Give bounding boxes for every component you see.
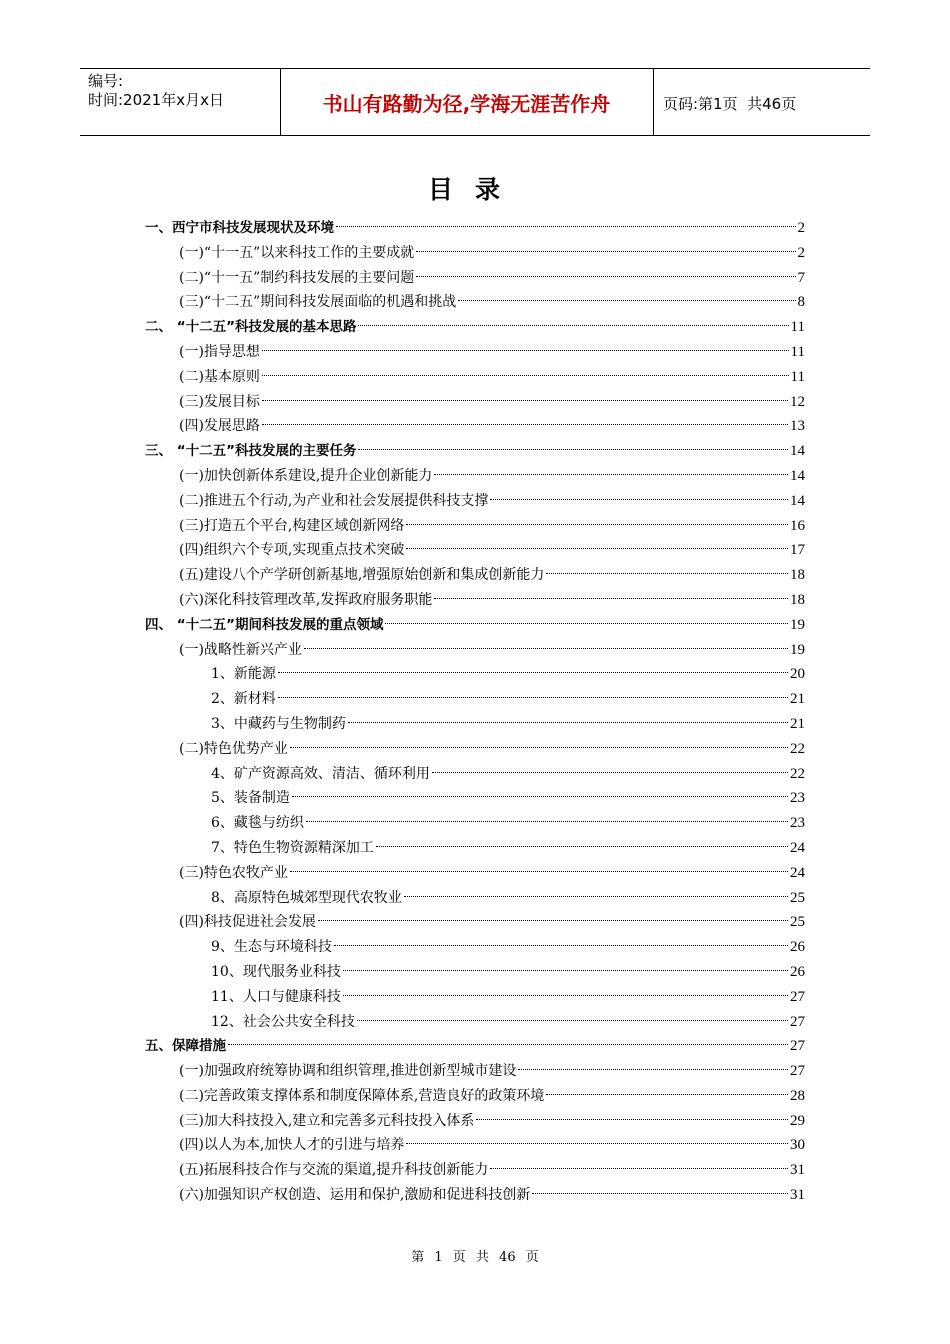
toc-leader-dots <box>546 1094 788 1095</box>
toc-entry-label: (三)发展目标 <box>179 393 260 410</box>
toc-entry[interactable] <box>145 836 805 861</box>
toc-entry[interactable] <box>145 737 805 762</box>
toc-entry-label: (六)深化科技管理改革,发挥政府服务职能 <box>179 591 433 608</box>
toc-entry-label: 一、西宁市科技发展现状及环境 <box>145 220 334 236</box>
toc-leader-dots <box>292 796 788 797</box>
toc-leader-dots <box>376 846 788 847</box>
toc-leader-dots <box>262 424 788 425</box>
toc-leader-dots <box>343 970 788 971</box>
toc-entry[interactable] <box>145 1109 805 1134</box>
toc-leader-dots <box>476 1119 788 1120</box>
toc-entry-label: (一)加快创新体系建设,提升企业创新能力 <box>179 467 433 484</box>
toc-entry-label: (四)组织六个专项,实现重点技术突破 <box>179 542 405 559</box>
toc-entry-page: 18 <box>790 567 805 584</box>
toc-entry-label: (四)以人为本,加快人才的引进与培养 <box>179 1137 405 1154</box>
toc-entry[interactable] <box>145 216 805 241</box>
toc-entry-page: 2 <box>797 244 805 261</box>
header-divider <box>653 69 654 135</box>
toc-entry-page: 11 <box>790 343 805 360</box>
toc-entry-label: 10、现代服务业科技 <box>211 963 341 980</box>
toc-entry-label: 1、新能源 <box>211 666 276 683</box>
toc-leader-dots <box>318 920 788 921</box>
toc-leader-dots <box>304 648 788 649</box>
toc-entry-label: (六)加强知识产权创造、运用和保护,激励和促进科技创新 <box>179 1187 531 1204</box>
toc-leader-dots <box>358 449 788 450</box>
toc-entry[interactable] <box>145 489 805 514</box>
page-title: 目录 <box>427 175 522 204</box>
toc-entry[interactable] <box>145 1158 805 1183</box>
toc-entry-page: 20 <box>790 666 805 683</box>
toc-entry-label: (五)建设八个产学研创新基地,增强原始创新和集成创新能力 <box>179 567 545 584</box>
toc-entry[interactable] <box>145 662 805 687</box>
toc-entry-label: (四)科技促进社会发展 <box>179 914 316 931</box>
toc-entry[interactable] <box>145 266 805 291</box>
toc-entry-page: 17 <box>790 542 805 559</box>
page-footer: 第 1 页 共 46 页 <box>411 1250 539 1265</box>
header-page-info: 页码:第1页 共46页 <box>663 95 797 113</box>
toc-entry[interactable] <box>145 241 805 266</box>
toc-leader-dots <box>546 573 788 574</box>
toc-leader-dots <box>262 350 789 351</box>
toc-entry[interactable] <box>145 414 805 439</box>
toc-entry-label: (三)“十二五”期间科技发展面临的机遇和挑战 <box>179 294 457 311</box>
toc-entry-page: 26 <box>790 939 805 956</box>
toc-leader-dots <box>416 251 795 252</box>
toc-entry[interactable] <box>145 786 805 811</box>
toc-entry[interactable] <box>145 588 805 613</box>
toc-entry[interactable] <box>145 886 805 911</box>
toc-entry[interactable] <box>145 613 805 638</box>
toc-entry[interactable] <box>145 390 805 415</box>
toc-entry-label: (一)指导思想 <box>179 343 260 360</box>
toc-leader-dots <box>404 896 788 897</box>
toc-entry[interactable] <box>145 315 805 340</box>
toc-entry-page: 14 <box>790 443 805 460</box>
toc-entry-page: 18 <box>790 591 805 608</box>
toc-entry[interactable] <box>145 290 805 315</box>
header-meta <box>88 72 224 110</box>
toc-entry-page: 14 <box>790 492 805 509</box>
toc-entry[interactable] <box>145 638 805 663</box>
toc-leader-dots <box>406 548 788 549</box>
toc-entry-page: 24 <box>790 839 805 856</box>
toc-leader-dots <box>357 1020 788 1021</box>
toc-leader-dots <box>334 945 788 946</box>
toc-entry[interactable] <box>145 464 805 489</box>
toc-entry-label: 12、社会公共安全科技 <box>211 1013 355 1030</box>
toc-entry-page: 26 <box>790 963 805 980</box>
toc-entry[interactable] <box>145 340 805 365</box>
toc-entry[interactable] <box>145 1133 805 1158</box>
toc-entry-page: 14 <box>790 467 805 484</box>
toc-entry-label: 五、保障措施 <box>145 1038 226 1055</box>
toc-entry-label: 8、高原特色城郊型现代农牧业 <box>211 889 402 906</box>
toc-entry[interactable] <box>145 960 805 985</box>
toc-leader-dots <box>458 300 795 301</box>
toc-leader-dots <box>306 821 788 822</box>
toc-entry-label: (二)基本原则 <box>179 368 260 385</box>
toc-entry-label: 6、藏毯与纺织 <box>211 815 304 832</box>
toc-entry-page: 27 <box>790 988 805 1005</box>
toc-entry[interactable] <box>145 762 805 787</box>
toc-entry-label: 4、矿产资源高效、清洁、循环利用 <box>211 765 430 782</box>
toc-leader-dots <box>336 226 796 227</box>
toc-entry-page: 29 <box>790 1112 805 1129</box>
toc-entry-page: 23 <box>790 815 805 832</box>
toc-entry-label: (三)打造五个平台,构建区域创新网络 <box>179 517 405 534</box>
toc-entry-page: 27 <box>790 1013 805 1030</box>
toc-entry[interactable] <box>145 985 805 1010</box>
toc-entry-page: 21 <box>790 691 805 708</box>
toc-entry-page: 21 <box>790 715 805 732</box>
toc-leader-dots <box>262 400 788 401</box>
toc-entry[interactable] <box>145 1084 805 1109</box>
toc-entry[interactable] <box>145 1059 805 1084</box>
toc-leader-dots <box>290 871 788 872</box>
toc-entry-page: 2 <box>797 220 805 236</box>
toc-leader-dots <box>406 1143 788 1144</box>
toc-entry-label: (一)战略性新兴产业 <box>179 641 302 658</box>
toc-entry-page: 8 <box>797 294 805 311</box>
toc-entry-label: 四、 “十二五”期间科技发展的重点领域 <box>145 616 384 633</box>
toc-entry-label: (二)特色优势产业 <box>179 740 288 757</box>
toc-entry[interactable] <box>145 563 805 588</box>
toc-leader-dots <box>490 1168 788 1169</box>
toc-entry-page: 31 <box>790 1162 805 1179</box>
toc-entry[interactable] <box>145 538 805 563</box>
toc-entry-page: 27 <box>790 1038 805 1055</box>
toc-leader-dots <box>228 1044 788 1045</box>
header-motto: 书山有路勤为径,学海无涯苦作舟 <box>322 91 611 116</box>
toc-entry-page: 27 <box>790 1063 805 1080</box>
toc-entry-label: (三)特色农牧产业 <box>179 864 288 881</box>
document-date-label: 时间:2021年x月x日 <box>88 91 224 109</box>
toc-leader-dots <box>278 697 788 698</box>
toc-entry-page: 25 <box>790 914 805 931</box>
toc-entry-page: 7 <box>797 269 805 286</box>
toc-leader-dots <box>290 747 788 748</box>
toc-entry-label: 9、生态与环境科技 <box>211 939 332 956</box>
toc-leader-dots <box>490 499 788 500</box>
toc-entry[interactable] <box>145 439 805 464</box>
toc-entry-page: 22 <box>790 765 805 782</box>
toc-entry-label: (二)推进五个行动,为产业和社会发展提供科技支撑 <box>179 492 489 509</box>
toc-entry-label: (一)“十一五”以来科技工作的主要成就 <box>179 244 415 261</box>
toc-entry-page: 11 <box>790 368 805 385</box>
toc-entry[interactable] <box>145 910 805 935</box>
document-number-label: 编号: <box>88 72 124 90</box>
toc-entry[interactable] <box>145 811 805 836</box>
toc-entry[interactable] <box>145 712 805 737</box>
toc-entry-page: 19 <box>790 616 805 633</box>
toc-leader-dots <box>432 772 788 773</box>
toc-entry-label: (三)加大科技投入,建立和完善多元科技投入体系 <box>179 1112 475 1129</box>
toc-entry-label: 三、 “十二五”科技发展的主要任务 <box>145 443 357 460</box>
toc-entry-page: 24 <box>790 864 805 881</box>
toc-entry-page: 11 <box>790 319 805 336</box>
toc-entry-label: 11、人口与健康科技 <box>211 988 341 1005</box>
toc-entry[interactable] <box>145 514 805 539</box>
toc-leader-dots <box>358 325 788 326</box>
toc-entry-label: (二)“十一五”制约科技发展的主要问题 <box>179 269 415 286</box>
toc-entry[interactable] <box>145 1183 805 1208</box>
toc-entry-label: 2、新材料 <box>211 691 276 708</box>
toc-entry[interactable] <box>145 1034 805 1059</box>
toc-leader-dots <box>278 672 788 673</box>
toc-entry-page: 12 <box>790 393 805 410</box>
toc-entry[interactable] <box>145 935 805 960</box>
toc-entry-label: 3、中藏药与生物制药 <box>211 715 346 732</box>
page-header <box>80 68 870 136</box>
toc-entry[interactable] <box>145 861 805 886</box>
toc-entry-page: 16 <box>790 517 805 534</box>
toc-entry[interactable] <box>145 687 805 712</box>
toc-entry-label: (二)完善政策支撑体系和制度保障体系,营造良好的政策环境 <box>179 1087 545 1104</box>
toc-entry[interactable] <box>145 1010 805 1035</box>
toc-entry-label: (一)加强政府统筹协调和组织管理,推进创新型城市建设 <box>179 1063 517 1080</box>
toc-leader-dots <box>434 474 788 475</box>
toc-leader-dots <box>416 276 795 277</box>
toc-entry-page: 13 <box>790 418 805 435</box>
toc-entry-page: 19 <box>790 641 805 658</box>
toc-leader-dots <box>343 995 788 996</box>
toc-leader-dots <box>348 722 788 723</box>
toc-entry-page: 22 <box>790 740 805 757</box>
toc-leader-dots <box>532 1193 788 1194</box>
toc-leader-dots <box>518 1069 788 1070</box>
toc-entry-label: (五)拓展科技合作与交流的渠道,提升科技创新能力 <box>179 1162 489 1179</box>
toc-entry-page: 25 <box>790 889 805 906</box>
toc-entry-page: 30 <box>790 1137 805 1154</box>
toc-entry-page: 31 <box>790 1187 805 1204</box>
toc-leader-dots <box>385 623 788 624</box>
toc-entry-page: 28 <box>790 1087 805 1104</box>
toc-entry-label: 二、 “十二五”科技发展的基本思路 <box>145 319 357 336</box>
toc-entry-label: 7、特色生物资源精深加工 <box>211 839 374 856</box>
toc-entry-label: 5、装备制造 <box>211 790 290 807</box>
toc-leader-dots <box>262 375 789 376</box>
toc-leader-dots <box>406 524 788 525</box>
toc-entry-page: 23 <box>790 790 805 807</box>
toc-entry[interactable] <box>145 365 805 390</box>
table-of-contents <box>145 216 805 1208</box>
toc-entry-label: (四)发展思路 <box>179 418 260 435</box>
toc-leader-dots <box>434 598 788 599</box>
